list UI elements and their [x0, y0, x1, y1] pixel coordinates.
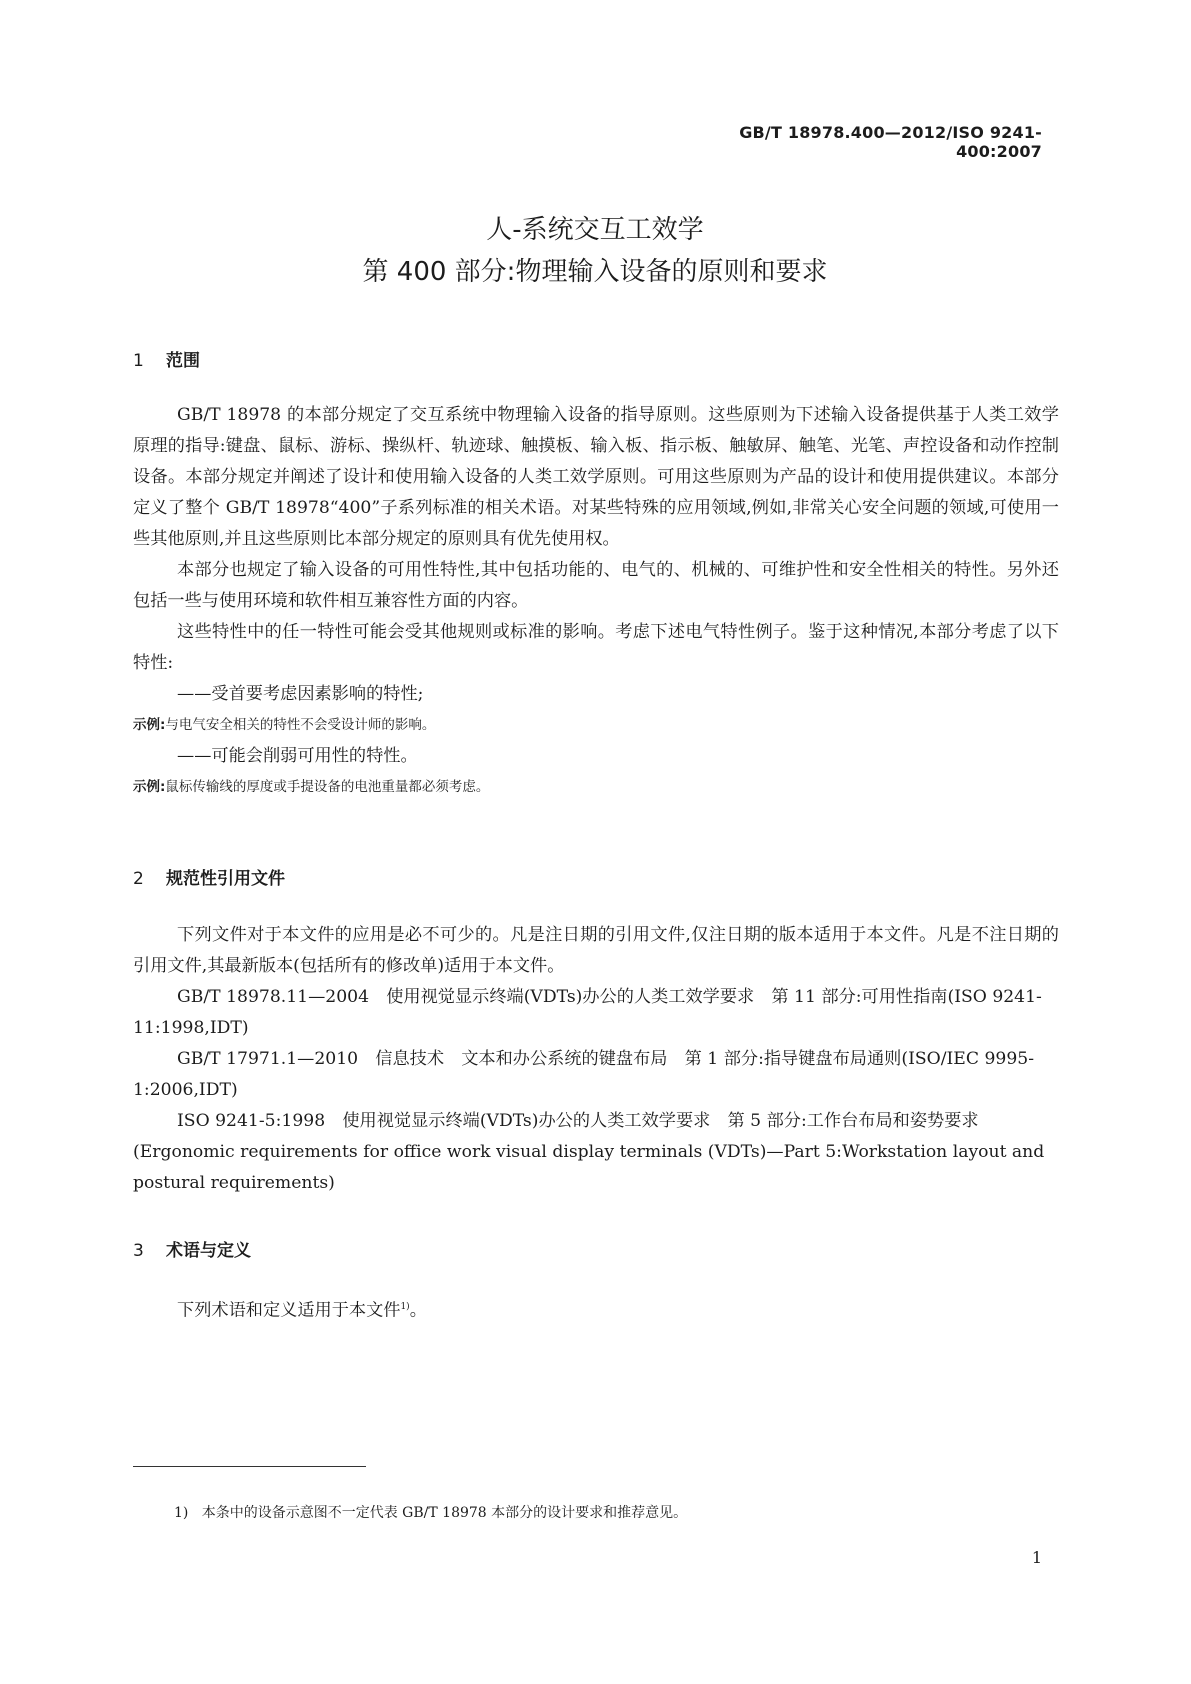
- document-title-line-2: 第 400 部分:物理输入设备的原则和要求: [362, 257, 828, 287]
- page-number: 1: [1031, 1548, 1042, 1567]
- section-3-heading: [133, 1236, 251, 1261]
- paragraph: 这些特性中的任一特性可能会受其他规则或标准的影响。考虑下述电气特性例子。鉴于这种情况,本部分考虑了以下特性:: [133, 622, 1059, 673]
- footnote-text: 本条中的设备示意图不一定代表 GB/T 18978 本部分的设计要求和推荐意见。: [201, 1505, 688, 1521]
- section-2-heading: [133, 864, 285, 889]
- list-item: ——受首要考虑因素影响的特性;: [177, 684, 424, 704]
- section-title: 范围: [166, 351, 200, 371]
- section-1-heading: [133, 346, 200, 371]
- section-number: 2: [133, 869, 144, 889]
- document-title-line-1: 人-系统交互工效学: [486, 215, 704, 245]
- reference-entry: GB/T 18978.11—2004 使用视觉显示终端(VDTs)办公的人类工效学要求 第 11 部分:可用性指南(ISO 9241-11:1998,IDT): [133, 987, 1042, 1038]
- standard-number-header: GB/T 18978.400—2012/ISO 9241-400:2007: [739, 123, 1042, 161]
- footnote: [174, 1502, 687, 1522]
- example-note: [133, 710, 1059, 741]
- section-title: 规范性引用文件: [166, 869, 285, 889]
- section-3-body: [133, 1292, 1059, 1327]
- footnote-mark: 1): [174, 1505, 189, 1521]
- section-1-body: [133, 400, 1059, 803]
- reference-entry: ISO 9241-5:1998 使用视觉显示终端(VDTs)办公的人类工效学要求 第 5 部分:工作台布局和姿势要求(Ergonomic requirements for office work visual display terminals (VDTs)—Part 5:Workstation layout and postural requirements): [133, 1111, 1045, 1193]
- section-number: 1: [133, 351, 144, 371]
- example-label: 示例:: [133, 717, 166, 733]
- paragraph-text: 下列术语和定义适用于本文件: [177, 1300, 401, 1321]
- footnote-reference[interactable]: 1): [400, 1302, 410, 1312]
- example-text: 与电气安全相关的特性不会受设计师的影响。: [165, 717, 436, 733]
- section-2-body: [133, 920, 1059, 1199]
- reference-entry: GB/T 17971.1—2010 信息技术 文本和办公系统的键盘布局 第 1 部分:指导键盘布局通则(ISO/IEC 9995-1:2006,IDT): [133, 1049, 1035, 1100]
- example-label: 示例:: [133, 779, 166, 795]
- list-item: ——可能会削弱可用性的特性。: [177, 746, 418, 766]
- paragraph: 本部分也规定了输入设备的可用性特性,其中包括功能的、电气的、机械的、可维护性和安全性相关的特性。另外还包括一些与使用环境和软件相互兼容性方面的内容。: [133, 560, 1059, 611]
- example-note: [133, 772, 1059, 803]
- section-number: 3: [133, 1241, 144, 1261]
- paragraph: 下列文件对于本文件的应用是必不可少的。凡是注日期的引用文件,仅注日期的版本适用于本文件。凡是不注日期的引用文件,其最新版本(包括所有的修改单)适用于本文件。: [133, 925, 1059, 976]
- paragraph: GB/T 18978 的本部分规定了交互系统中物理输入设备的指导原则。这些原则为下述输入设备提供基于人类工效学原理的指导:键盘、鼠标、游标、操纵杆、轨迹球、触摸板、输入板、指示板、触敏屏、触笔、光笔、声控设备和动作控制设备。本部分规定并阐述了设计和使用输入设备的人类工效学原则。可用这些原则为产品的设计和使用提供建议。本部分定义了整个 GB/T 18978“400”子系列标准的相关术语。对某些特殊的应用领域,例如,非常关心安全问题的领域,可使用一些其他原则,并且这些原则比本部分规定的原则具有优先使用权。: [133, 405, 1059, 549]
- footnote-divider: [133, 1466, 366, 1467]
- paragraph: 下列术语和定义适用于本文件$^{1)}$。: [177, 1300, 427, 1321]
- section-title: 术语与定义: [166, 1241, 251, 1261]
- example-text: 鼠标传输线的厚度或手提设备的电池重量都必须考虑。: [165, 779, 490, 795]
